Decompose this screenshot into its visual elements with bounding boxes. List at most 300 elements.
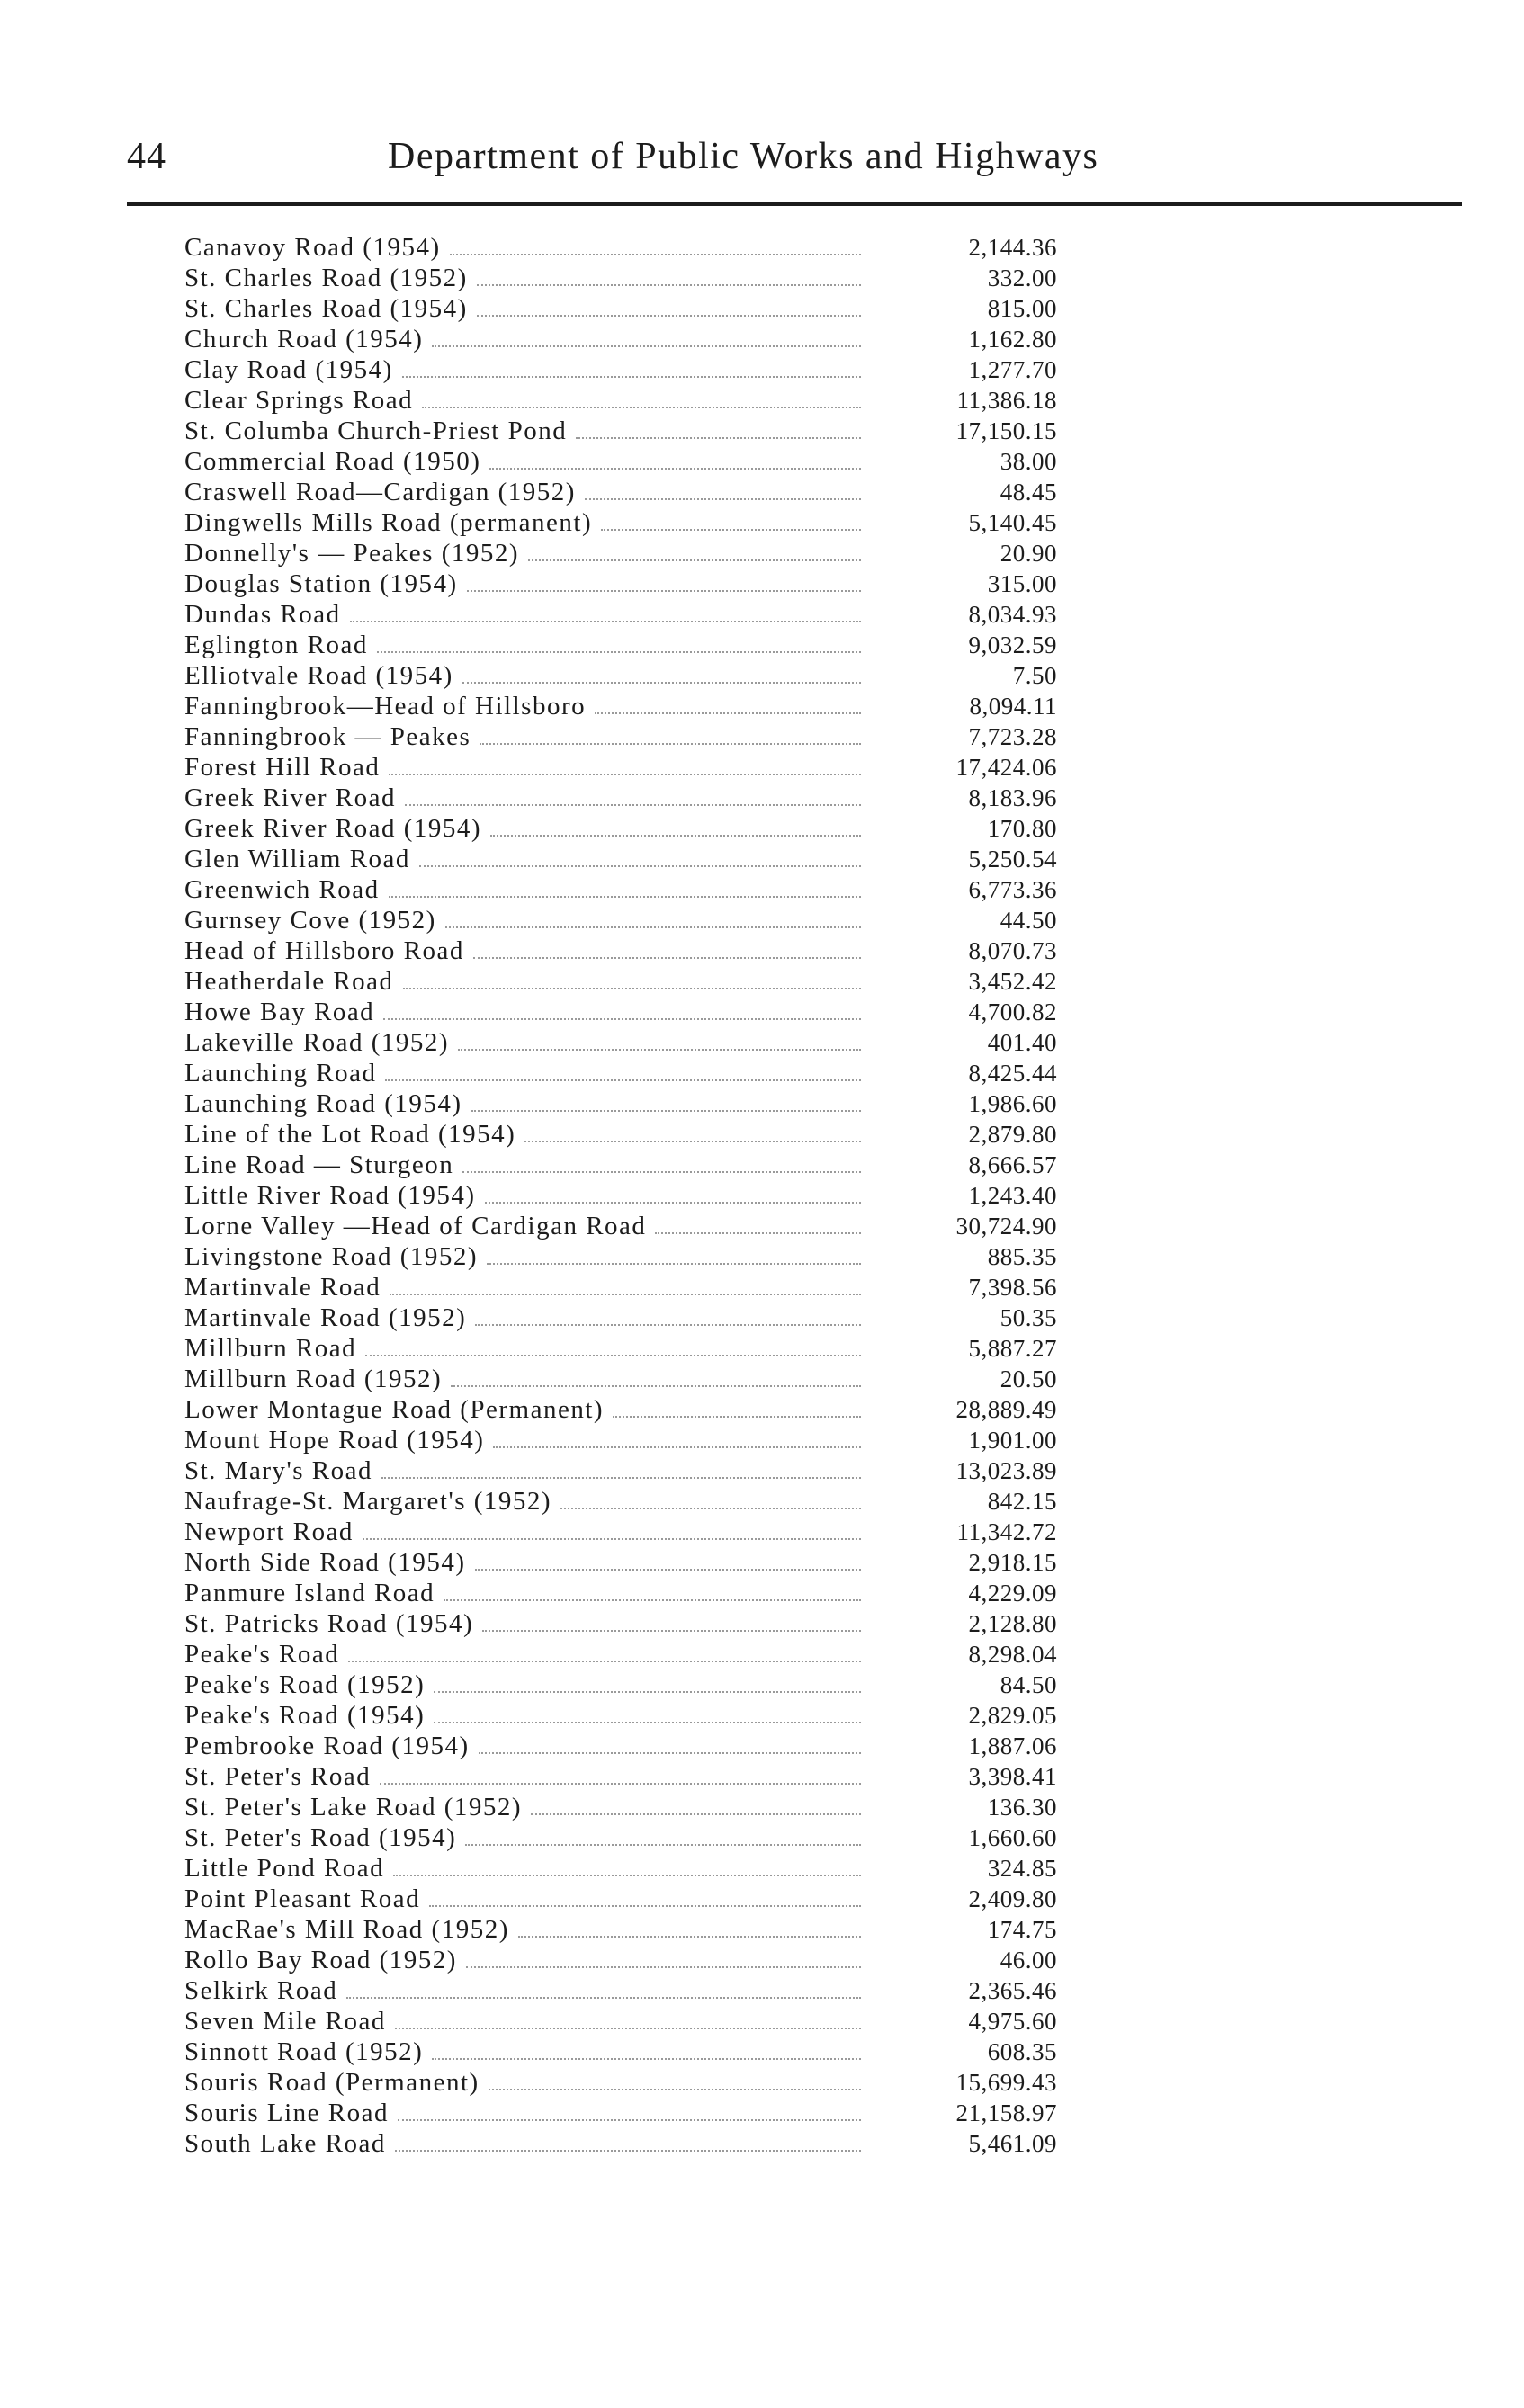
road-name: Heatherdale Road xyxy=(184,967,394,996)
amount: 20.50 xyxy=(1000,1365,1057,1392)
list-item xyxy=(184,568,1084,599)
dot-leader xyxy=(458,1049,861,1051)
road-name: Souris Line Road xyxy=(184,2099,389,2127)
amount: 136.30 xyxy=(987,1794,1057,1821)
dot-leader xyxy=(451,1385,861,1387)
amount: 84.50 xyxy=(1000,1671,1057,1698)
dot-leader xyxy=(395,2028,861,2029)
entry-name-column xyxy=(184,2067,868,2098)
entry-name-column xyxy=(184,1150,868,1180)
amount: 2,365.46 xyxy=(968,1977,1057,2004)
amount: 2,879.80 xyxy=(968,1121,1057,1148)
list-item xyxy=(184,1731,1084,1761)
amount: 174.75 xyxy=(987,1916,1057,1943)
entry-name-column xyxy=(184,752,868,783)
road-name: Greenwich Road xyxy=(184,875,380,904)
amount: 1,887.06 xyxy=(968,1732,1057,1759)
road-name: North Side Road (1954) xyxy=(184,1548,466,1577)
list-item xyxy=(184,1425,1084,1455)
road-name: Mount Hope Road (1954) xyxy=(184,1426,485,1455)
dot-leader xyxy=(490,835,861,837)
entry-name-column xyxy=(184,1425,868,1455)
list-item xyxy=(184,844,1084,874)
dot-leader xyxy=(346,1997,861,1999)
entry-name-column xyxy=(184,1975,868,2006)
entry-name-column xyxy=(184,568,868,599)
entry-name-column xyxy=(184,232,868,263)
amount: 8,183.96 xyxy=(968,784,1057,811)
amount: 5,887.27 xyxy=(968,1335,1057,1362)
list-item xyxy=(184,1547,1084,1578)
road-name: Forest Hill Road xyxy=(184,753,381,782)
amount: 6,773.36 xyxy=(968,876,1057,903)
road-name: Panmure Island Road xyxy=(184,1579,435,1607)
list-item xyxy=(184,966,1084,997)
page-number: 44 xyxy=(127,136,166,177)
amount: 170.80 xyxy=(987,815,1057,842)
amount: 2,409.80 xyxy=(968,1885,1057,1912)
list-item xyxy=(184,416,1084,446)
entry-name-column xyxy=(184,2037,868,2067)
list-item xyxy=(184,2037,1084,2067)
road-name: Launching Road (1954) xyxy=(184,1089,462,1118)
amount: 46.00 xyxy=(1000,1947,1057,1974)
road-name: St. Charles Road (1954) xyxy=(184,294,468,323)
road-name: St. Peter's Road xyxy=(184,1762,372,1791)
list-item xyxy=(184,1241,1084,1272)
amount: 8,425.44 xyxy=(968,1060,1057,1087)
road-name: Lower Montague Road (Permanent) xyxy=(184,1395,605,1424)
entry-name-column xyxy=(184,1272,868,1302)
dot-leader xyxy=(450,254,861,255)
dot-leader xyxy=(487,1263,861,1265)
dot-leader xyxy=(363,1538,861,1540)
amount: 38.00 xyxy=(1000,448,1057,475)
amount: 8,094.11 xyxy=(969,693,1057,720)
dot-leader xyxy=(473,957,861,959)
road-name: St. Mary's Road xyxy=(184,1456,372,1485)
entry-name-column xyxy=(184,1027,868,1058)
list-item xyxy=(184,874,1084,905)
amount: 11,386.18 xyxy=(956,387,1057,414)
amount: 8,666.57 xyxy=(968,1151,1057,1178)
dot-leader xyxy=(595,712,861,714)
road-name: St. Charles Road (1952) xyxy=(184,264,468,292)
road-name: St. Peter's Lake Road (1952) xyxy=(184,1793,523,1822)
amount: 1,243.40 xyxy=(968,1182,1057,1209)
entry-name-column xyxy=(184,354,868,385)
list-item xyxy=(184,1700,1084,1731)
entry-name-column xyxy=(184,935,868,966)
list-item xyxy=(184,1608,1084,1639)
road-name: Glen William Road xyxy=(184,845,410,873)
list-item xyxy=(184,1333,1084,1364)
dot-leader xyxy=(429,1905,861,1907)
amount: 315.00 xyxy=(987,570,1057,597)
list-item xyxy=(184,1150,1084,1180)
road-name: Craswell Road—Cardigan (1952) xyxy=(184,478,576,506)
dot-leader xyxy=(462,682,861,684)
dot-leader xyxy=(445,926,861,928)
entry-name-column xyxy=(184,1088,868,1119)
entry-name-column xyxy=(184,660,868,691)
list-item xyxy=(184,324,1084,354)
dot-leader xyxy=(560,1508,861,1509)
amount: 332.00 xyxy=(987,264,1057,291)
dot-leader xyxy=(395,2150,861,2152)
list-item xyxy=(184,1669,1084,1700)
dot-leader xyxy=(389,774,861,775)
amount: 17,424.06 xyxy=(955,754,1057,781)
entry-name-column xyxy=(184,844,868,874)
entry-name-column xyxy=(184,1731,868,1761)
entry-name-column xyxy=(184,1180,868,1211)
dot-leader xyxy=(385,1079,861,1081)
road-name: St. Patricks Road (1954) xyxy=(184,1609,474,1638)
road-name: Commercial Road (1950) xyxy=(184,447,481,476)
road-name: Little River Road (1954) xyxy=(184,1181,476,1210)
road-name: Dundas Road xyxy=(184,600,341,629)
road-name: Line Road — Sturgeon xyxy=(184,1150,454,1179)
amount: 4,229.09 xyxy=(968,1580,1057,1607)
dot-leader xyxy=(432,2058,861,2060)
amount: 48.45 xyxy=(1000,479,1057,506)
amount: 5,461.09 xyxy=(968,2130,1057,2157)
amount: 1,660.60 xyxy=(968,1824,1057,1851)
entry-name-column xyxy=(184,813,868,844)
entry-name-column xyxy=(184,630,868,660)
road-name: Lorne Valley —Head of Cardigan Road xyxy=(184,1212,647,1240)
dot-leader xyxy=(493,1446,861,1448)
entry-name-column xyxy=(184,997,868,1027)
list-item xyxy=(184,935,1084,966)
dot-leader xyxy=(475,1569,862,1571)
list-item xyxy=(184,507,1084,538)
dot-leader xyxy=(524,1141,861,1142)
list-item xyxy=(184,1455,1084,1486)
list-item xyxy=(184,1364,1084,1394)
amount: 7,723.28 xyxy=(968,723,1057,750)
dot-leader xyxy=(348,1661,861,1662)
dot-leader xyxy=(381,1477,861,1479)
list-item xyxy=(184,446,1084,477)
dot-leader xyxy=(576,437,861,439)
entry-name-column xyxy=(184,1241,868,1272)
entry-name-column xyxy=(184,1211,868,1241)
entry-name-column xyxy=(184,1517,868,1547)
entry-name-column xyxy=(184,721,868,752)
road-name: Little Pond Road xyxy=(184,1854,385,1883)
dot-leader xyxy=(475,1324,861,1326)
list-item xyxy=(184,354,1084,385)
entry-name-column xyxy=(184,385,868,416)
list-item xyxy=(184,905,1084,935)
entry-name-column xyxy=(184,538,868,568)
dot-leader xyxy=(479,1752,861,1754)
entry-name-column xyxy=(184,1547,868,1578)
entry-name-column xyxy=(184,1302,868,1333)
amount: 11,342.72 xyxy=(956,1518,1057,1545)
amount: 8,070.73 xyxy=(968,937,1057,964)
road-name: Line of the Lot Road (1954) xyxy=(184,1120,516,1149)
road-name: Selkirk Road xyxy=(184,1976,338,2005)
amount: 21,158.97 xyxy=(955,2099,1057,2126)
dot-leader xyxy=(466,1966,861,1968)
amount: 17,150.15 xyxy=(955,417,1057,444)
entry-name-column xyxy=(184,1364,868,1394)
dot-leader xyxy=(482,1630,861,1632)
road-name: Souris Road (Permanent) xyxy=(184,2068,480,2097)
dot-leader xyxy=(480,743,861,745)
entry-name-column xyxy=(184,1853,868,1884)
amount: 815.00 xyxy=(987,295,1057,322)
dot-leader xyxy=(393,1875,861,1876)
list-item xyxy=(184,477,1084,507)
entry-name-column xyxy=(184,966,868,997)
amount: 842.15 xyxy=(987,1488,1057,1515)
dot-leader xyxy=(365,1355,861,1356)
road-name: Millburn Road xyxy=(184,1334,357,1363)
entry-name-column xyxy=(184,905,868,935)
list-item xyxy=(184,1517,1084,1547)
entry-name-column xyxy=(184,293,868,324)
dot-leader xyxy=(489,2089,861,2090)
list-item xyxy=(184,1914,1084,1945)
dot-leader xyxy=(377,651,861,653)
list-item xyxy=(184,1639,1084,1669)
entry-name-column xyxy=(184,507,868,538)
dot-leader xyxy=(531,1813,861,1815)
amount: 30,724.90 xyxy=(955,1213,1057,1240)
entry-name-column xyxy=(184,1914,868,1945)
entry-name-column xyxy=(184,1639,868,1669)
road-name: Pembrooke Road (1954) xyxy=(184,1732,470,1760)
list-item xyxy=(184,1822,1084,1853)
entry-name-column xyxy=(184,1333,868,1364)
list-item xyxy=(184,1945,1084,1975)
list-item xyxy=(184,293,1084,324)
amount: 885.35 xyxy=(987,1243,1057,1270)
list-item xyxy=(184,1119,1084,1150)
entry-name-column xyxy=(184,446,868,477)
amount: 5,140.45 xyxy=(968,509,1057,536)
list-item xyxy=(184,1761,1084,1792)
list-item xyxy=(184,813,1084,844)
road-name: Greek River Road (1954) xyxy=(184,814,482,843)
dot-leader xyxy=(462,1171,861,1173)
entry-name-column xyxy=(184,2006,868,2037)
amount: 3,398.41 xyxy=(968,1763,1057,1790)
entry-name-column xyxy=(184,1486,868,1517)
dot-leader xyxy=(655,1232,861,1234)
road-name: Donnelly's — Peakes (1952) xyxy=(184,539,520,568)
entry-name-column xyxy=(184,1945,868,1975)
road-name: Launching Road xyxy=(184,1059,377,1088)
entry-name-column xyxy=(184,2098,868,2128)
list-item xyxy=(184,2128,1084,2159)
road-name: Point Pleasant Road xyxy=(184,1884,421,1913)
list-item xyxy=(184,1578,1084,1608)
dot-leader xyxy=(398,2119,861,2121)
amount: 20.90 xyxy=(1000,540,1057,567)
dot-leader xyxy=(434,1722,861,1723)
amount: 44.50 xyxy=(1000,907,1057,934)
expenditure-list xyxy=(184,232,1084,2159)
road-name: Eglington Road xyxy=(184,631,368,659)
road-name: Seven Mile Road xyxy=(184,2007,386,2036)
list-item xyxy=(184,1975,1084,2006)
road-name: Howe Bay Road xyxy=(184,998,375,1026)
dot-leader xyxy=(405,804,861,806)
dot-leader xyxy=(403,988,861,989)
list-item xyxy=(184,1088,1084,1119)
road-name: Martinvale Road xyxy=(184,1273,381,1302)
list-item xyxy=(184,691,1084,721)
dot-leader xyxy=(613,1416,861,1418)
dot-leader xyxy=(432,345,861,347)
list-item xyxy=(184,1884,1084,1914)
running-title: Department of Public Works and Highways xyxy=(388,136,1099,177)
dot-leader xyxy=(444,1599,861,1601)
amount: 15,699.43 xyxy=(955,2069,1057,2096)
road-name: Fanningbrook—Head of Hillsboro xyxy=(184,692,587,721)
road-name: Dingwells Mills Road (permanent) xyxy=(184,508,593,537)
dot-leader xyxy=(419,865,861,867)
list-item xyxy=(184,2006,1084,2037)
list-item xyxy=(184,997,1084,1027)
list-item xyxy=(184,1302,1084,1333)
dot-leader xyxy=(434,1691,861,1693)
road-name: Peake's Road (1954) xyxy=(184,1701,426,1730)
amount: 1,277.70 xyxy=(968,356,1057,383)
list-item xyxy=(184,263,1084,293)
road-name: Clear Springs Road xyxy=(184,386,414,415)
entry-name-column xyxy=(184,1822,868,1853)
amount: 2,829.05 xyxy=(968,1702,1057,1729)
amount: 4,700.82 xyxy=(968,998,1057,1025)
road-name: Livingstone Road (1952) xyxy=(184,1242,479,1271)
road-name: St. Peter's Road (1954) xyxy=(184,1823,457,1852)
road-name: Canavoy Road (1954) xyxy=(184,233,441,262)
amount: 7,398.56 xyxy=(968,1274,1057,1301)
dot-leader xyxy=(465,1844,861,1846)
list-item xyxy=(184,2098,1084,2128)
dot-leader xyxy=(389,896,861,898)
entry-name-column xyxy=(184,477,868,507)
list-item xyxy=(184,721,1084,752)
amount: 7.50 xyxy=(1012,662,1057,689)
entry-name-column xyxy=(184,2128,868,2159)
road-name: Newport Road xyxy=(184,1517,354,1546)
amount: 1,162.80 xyxy=(968,326,1057,353)
list-item xyxy=(184,1272,1084,1302)
list-item xyxy=(184,1058,1084,1088)
entry-name-column xyxy=(184,1761,868,1792)
road-name: Gurnsey Cove (1952) xyxy=(184,906,436,935)
dot-leader xyxy=(518,1936,861,1938)
page-header xyxy=(127,135,1462,198)
amount: 608.35 xyxy=(987,2038,1057,2065)
road-name: MacRae's Mill Road (1952) xyxy=(184,1915,509,1944)
road-name: Elliotvale Road (1954) xyxy=(184,661,453,690)
list-item xyxy=(184,1853,1084,1884)
list-item xyxy=(184,599,1084,630)
entry-name-column xyxy=(184,324,868,354)
amount: 9,032.59 xyxy=(968,631,1057,658)
entry-name-column xyxy=(184,1058,868,1088)
list-item xyxy=(184,538,1084,568)
amount: 1,986.60 xyxy=(968,1090,1057,1117)
dot-leader xyxy=(489,468,861,470)
road-name: Lakeville Road (1952) xyxy=(184,1028,450,1057)
list-item xyxy=(184,1792,1084,1822)
entry-name-column xyxy=(184,1792,868,1822)
entry-name-column xyxy=(184,1884,868,1914)
entry-name-column xyxy=(184,1700,868,1731)
road-name: Clay Road (1954) xyxy=(184,355,393,384)
entry-name-column xyxy=(184,874,868,905)
amount: 2,918.15 xyxy=(968,1549,1057,1576)
dot-leader xyxy=(380,1783,861,1785)
road-name: South Lake Road xyxy=(184,2129,386,2158)
road-name: Martinvale Road (1952) xyxy=(184,1303,467,1332)
dot-leader xyxy=(422,407,861,408)
entry-name-column xyxy=(184,691,868,721)
entry-name-column xyxy=(184,1394,868,1425)
road-name: Naufrage-St. Margaret's (1952) xyxy=(184,1487,552,1516)
amount: 5,250.54 xyxy=(968,846,1057,873)
entry-name-column xyxy=(184,1669,868,1700)
road-name: Douglas Station (1954) xyxy=(184,569,458,598)
dot-leader xyxy=(350,621,861,622)
amount: 4,975.60 xyxy=(968,2008,1057,2035)
dot-leader xyxy=(477,284,861,286)
entry-name-column xyxy=(184,783,868,813)
entry-name-column xyxy=(184,1455,868,1486)
dot-leader xyxy=(528,559,861,561)
entry-name-column xyxy=(184,599,868,630)
list-item xyxy=(184,1180,1084,1211)
list-item xyxy=(184,232,1084,263)
entry-name-column xyxy=(184,1608,868,1639)
amount: 28,889.49 xyxy=(955,1396,1057,1423)
dot-leader xyxy=(383,1018,861,1020)
dot-leader xyxy=(402,376,861,378)
road-name: Fanningbrook — Peakes xyxy=(184,722,471,751)
road-name: Greek River Road xyxy=(184,783,396,812)
amount: 8,034.93 xyxy=(968,601,1057,628)
dot-leader xyxy=(467,590,861,592)
road-name: Peake's Road (1952) xyxy=(184,1670,426,1699)
entry-name-column xyxy=(184,1578,868,1608)
entry-name-column xyxy=(184,1119,868,1150)
road-name: Sinnott Road (1952) xyxy=(184,2037,424,2066)
amount: 1,901.00 xyxy=(968,1427,1057,1454)
dot-leader xyxy=(485,1202,861,1204)
amount: 3,452.42 xyxy=(968,968,1057,995)
dot-leader xyxy=(601,529,861,531)
list-item xyxy=(184,1486,1084,1517)
list-item xyxy=(184,752,1084,783)
road-name: Church Road (1954) xyxy=(184,325,424,354)
entry-name-column xyxy=(184,416,868,446)
list-item xyxy=(184,1027,1084,1058)
amount: 8,298.04 xyxy=(968,1641,1057,1668)
dot-leader xyxy=(477,315,861,317)
dot-leader xyxy=(585,498,861,500)
list-item xyxy=(184,1394,1084,1425)
amount: 50.35 xyxy=(1000,1304,1057,1331)
